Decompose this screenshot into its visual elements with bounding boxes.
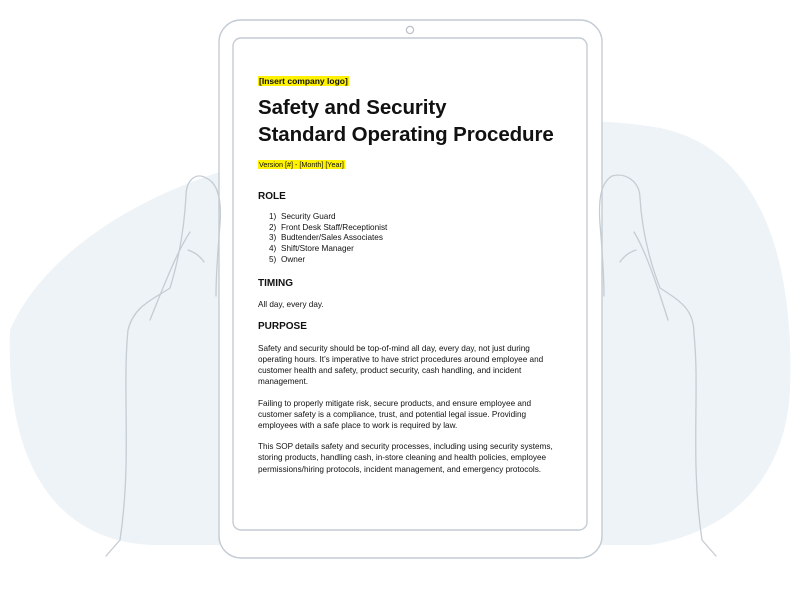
list-item-label: Budtender/Sales Associates	[281, 233, 383, 243]
purpose-paragraph-1: Safety and security should be top-of-mind all day, every day, not just during operating hours. It’s imperative to have strict procedures around employee and customer health and safety, product security, cash handling, and incident management.	[258, 343, 544, 387]
list-item-number: 3)	[269, 233, 277, 243]
company-logo-placeholder	[258, 76, 587, 86]
timing-heading: TIMING	[258, 277, 293, 289]
list-item-label: Owner	[281, 254, 306, 264]
version-line	[258, 160, 587, 169]
list-item-label: Shift/Store Manager	[281, 244, 354, 254]
document-title	[258, 94, 587, 148]
list-item-number: 2)	[269, 222, 277, 232]
list-item-number: 1)	[269, 212, 277, 221]
list-item	[269, 244, 587, 255]
list-item	[269, 233, 587, 244]
version-text: Version [#] - [Month] [Year]	[259, 160, 344, 169]
sop-document	[233, 38, 587, 530]
logo-placeholder-text: [Insert company logo]	[259, 76, 348, 86]
role-list	[269, 212, 587, 266]
list-item-number: 4)	[269, 244, 277, 254]
list-item-label: Security Guard	[281, 212, 336, 221]
title-line-2: Standard Operating Procedure	[258, 123, 554, 146]
list-item-label: Front Desk Staff/Receptionist	[281, 222, 388, 232]
role-heading: ROLE	[258, 191, 286, 202]
list-item	[269, 212, 587, 223]
camera-icon	[406, 26, 413, 33]
purpose-heading: PURPOSE	[258, 320, 307, 332]
purpose-paragraph-2: Failing to properly mitigate risk, secure products, and ensure employee and customer safety is a compliance, trust, and potential legal issue. Providing employees with a safe place to work is required by law.	[258, 398, 532, 430]
list-item	[269, 223, 587, 234]
list-item-number: 5)	[269, 254, 277, 264]
purpose-paragraph-3: This SOP details safety and security processes, including using security systems, storing products, handling cash, in-store cleaning and health policies, employee permissions/hiring protocols, incident management, and emergency protocols.	[258, 442, 553, 474]
title-line-1: Safety and Security	[258, 96, 447, 119]
list-item	[269, 255, 587, 266]
timing-text: All day, every day.	[258, 299, 324, 309]
